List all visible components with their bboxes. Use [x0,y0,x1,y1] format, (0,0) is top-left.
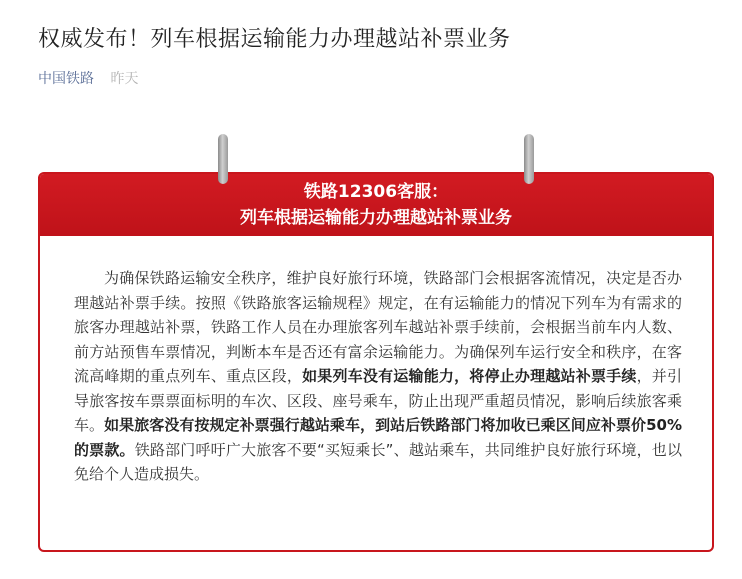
notice-text-segment-2: ，并引导旅客按车票票面标明的车次、区段、座号乘车，防止出现严重超员情况，影响后续旅客乘车。 [74,367,682,434]
notice-bold-segment-2: 如果旅客没有按规定补票强行越站乘车，到站后铁路部门将加收已乘区间应补票价50%的票款。 [74,416,682,459]
article-time: 昨天 [110,71,139,87]
notice-banner-line-2: 列车根据运输能力办理越站补票业务 [240,208,512,228]
right-hanger-peg [524,134,534,184]
notice-bold-segment-1: 如果列车没有运输能力，将停止办理越站补票手续 [302,367,637,385]
article-meta [38,68,138,88]
notice-paragraph [74,266,682,487]
notice-body [40,236,712,487]
article-title: 权威发布！列车根据运输能力办理越站补票业务 [38,27,511,52]
left-hanger-peg [218,134,228,184]
notice-board [38,172,714,552]
notice-text-segment-1: 为确保铁路运输安全秩序，维护良好旅行环境，铁路部门会根据客流情况，决定是否办理越站补票手续。按照《铁路旅客运输规程》规定，在有运输能力的情况下列车为有需求的旅客办理越站补票，铁路工作人员在办理旅客列车越站补票手续前，会根据当前车内人数、前方站预售车票情况，判断本车是否还有富余运输能力。为确保列车运行安全和秩序，在客流高峰期的重点列车、重点区段， [74,269,682,385]
notice-banner [40,174,712,236]
article-source-link[interactable]: 中国铁路 [38,71,94,87]
notice-text-segment-3: 铁路部门呼吁广大旅客不要“买短乘长”、越站乘车，共同维护良好旅行环境，也以免给个人造成损失。 [74,440,682,483]
notice-banner-line-1: 铁路12306客服： [303,182,449,202]
